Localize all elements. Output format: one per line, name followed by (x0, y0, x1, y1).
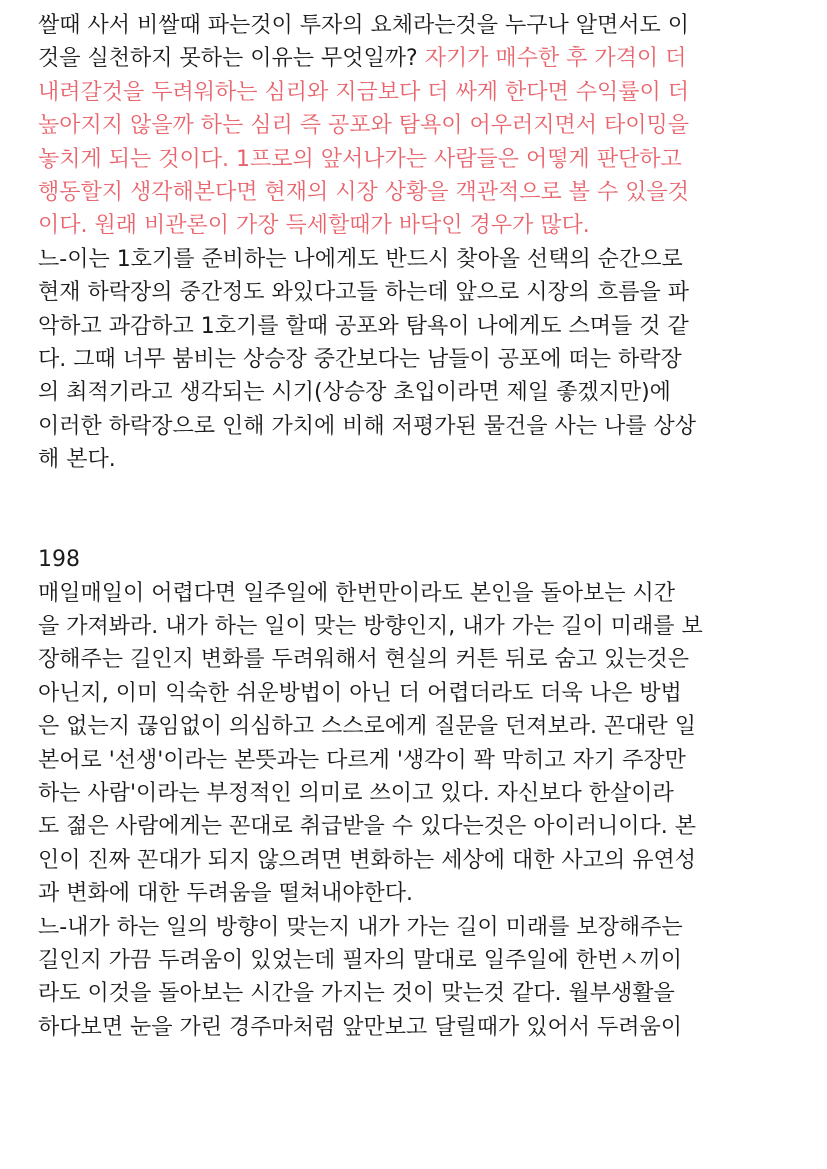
highlighted-text-line: 행동할지 생각해본다면 현재의 시장 상황을 객관적으로 볼 수 있을것 (38, 179, 690, 205)
text-line: 쌀때 사서 비쌀때 파는것이 투자의 요체라는것을 누구나 알면서도 이 (38, 13, 690, 38)
reflection-text-line: 라도 이것을 돌아보는 시간을 가지는 것이 맞는것 같다. 월부생활을 (38, 981, 675, 1007)
highlighted-text: 자기가 매수한 후 가격이 더 (424, 46, 687, 72)
spacer (38, 510, 798, 543)
highlighted-text-line: 놓치게 되는 것이다. 1프로의 앞서나가는 사람들은 어떻게 판단하고 (38, 146, 682, 172)
text-line: 아닌지, 이미 익숙한 쉬운방법이 아닌 더 어렵더라도 더욱 나은 방법 (38, 680, 682, 706)
reflection-text-line: 의 최적기라고 생각되는 시기(상승장 초입이라면 제일 좋겠지만)에 (38, 380, 671, 406)
text-segment: 것을 실천하지 못하는 이유는 무엇일까? (38, 46, 425, 72)
section-quote-198 (38, 543, 798, 1044)
reflection-text-line: 하다보면 눈을 가린 경주마처럼 앞만보고 달릴때가 있어서 두려움이 (38, 1014, 683, 1040)
reflection-text-line: 현재 하락장의 중간정도 와있다고들 하는데 앞으로 시장의 흐름을 파 (38, 280, 690, 306)
highlighted-text-line: 이다. 원래 비관론이 가장 득세할때가 바닥인 경우가 많다. (38, 213, 590, 239)
section-number: 198 (38, 547, 80, 573)
reflection-text-line: 이러한 하락장으로 인해 가치에 비해 저평가된 물건을 사는 나를 상상 (38, 413, 696, 439)
highlighted-text-line: 내려갈것을 두려워하는 심리와 지금보다 더 싸게 한다면 수익률이 더 (38, 79, 690, 105)
text-line: 도 젊은 사람에게는 꼰대로 취급받을 수 있다는것은 아이러니이다. 본 (38, 814, 696, 840)
text-line: 장해주는 길인지 변화를 두려워해서 현실의 커튼 뒤로 숨고 있는것은 (38, 647, 690, 673)
text-line: 과 변화에 대한 두려움을 떨쳐내야한다. (38, 881, 413, 907)
reflection-text-line: 해 본다. (38, 447, 116, 473)
reflection-text-line: 길인지 가끔 두려움이 있었는데 필자의 말대로 일주일에 한번ㅅ끼이 (38, 947, 683, 973)
text-line: 을 가져봐라. 내가 하는 일이 맞는 방향인지, 내가 가는 길이 미래를 보 (38, 614, 703, 640)
reflection-text-line: 다. 그때 너무 붐비는 상승장 중간보다는 남들이 공포에 떠는 하락장 (38, 346, 682, 372)
text-line: 은 없는지 끊임없이 의심하고 스스로에게 질문을 던져보라. 꼰대란 일 (38, 714, 696, 740)
text-line: 인이 진짜 꼰대가 되지 않으려면 변화하는 세상에 대한 사고의 유연성 (38, 847, 696, 873)
text-line (38, 42, 798, 75)
text-line: 본어로 '선생'이라는 본뜻과는 다르게 '생각이 꽉 막히고 자기 주장만 (38, 747, 686, 773)
highlighted-text-line: 높아지지 않을까 하는 심리 즉 공포와 탐욕이 어우러지면서 타이밍을 (38, 113, 690, 139)
spacer (38, 476, 798, 509)
reflection-text-line: 악하고 과감하고 1호기를 할때 공포와 탐욕이 나에게도 스며들 것 같 (38, 313, 689, 339)
text-line: 하는 사람'이라는 부정적인 의미로 쓰이고 있다. 자신보다 한살이라 (38, 780, 674, 806)
reflection-text-line: 느-이는 1호기를 준비하는 나에게도 반드시 찾아올 선택의 순간으로 (38, 246, 683, 272)
reflection-text-line: 느-내가 하는 일의 방향이 맞는지 내가 가는 길이 미래를 보장해주는 (38, 914, 683, 940)
document-page (38, 9, 798, 1044)
section-quote-197 (38, 9, 798, 476)
text-line: 매일매일이 어렵다면 일주일에 한번만이라도 본인을 돌아보는 시간 (38, 580, 676, 606)
